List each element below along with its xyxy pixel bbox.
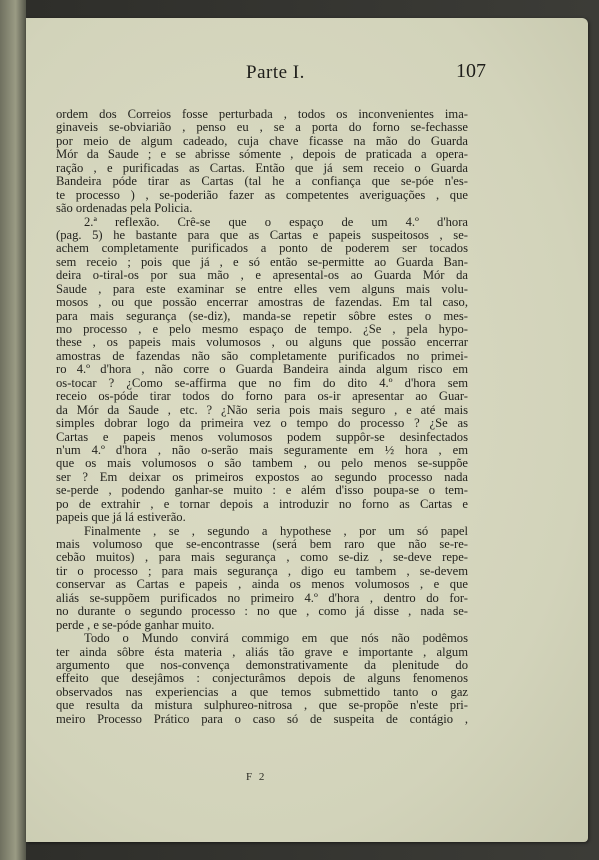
text-line: os-tocar ? ¿Como se-affirma que no fim do dito 4.º d'hora sem	[56, 375, 468, 390]
text-line: mo processo , e pelo mesmo espaço de tempo. ¿Se , pela hypo-	[56, 322, 468, 336]
text-line: Saude , para este examinar se entre elles vem alguns mais volu-	[56, 281, 468, 296]
text-line: ter ainda sôbre ésta materia , aliás tão grave e importante , algum	[56, 644, 468, 659]
text-line: Mór da Saude ; e se abrisse sómente , depois de praticada a opera-	[56, 147, 468, 162]
text-line: amostras de fazendas não são completamente purificados no primei-	[56, 348, 468, 363]
text-line: these , os papeis mais volumosos , ou alguns que possão encerrar	[56, 335, 468, 350]
text-line: n'um 4.º d'hora , não o-serão mais seguramente em ½ hora , em	[56, 442, 468, 457]
text-line: ro 4.º d'hora , não corre o Guarda Bandeira ainda algum risco em	[56, 362, 468, 377]
text-line: po de extrahir , e tornar depois a introduzir no forno as Cartas e	[56, 496, 468, 511]
text-line: argumento que nos-convença demonstrativamente da plenitude do	[56, 657, 468, 672]
text-line: Bandeira póde tirar as Cartas (tal he a confiança que se-póe n'es-	[56, 174, 468, 189]
text-line: que os mais volumosos o são tambem , ou pelo menos se-suppõe	[56, 456, 468, 471]
text-line: deira o-tiral-os por sua mão , e apresental-os ao Guarda Mór da	[56, 268, 468, 283]
text-line: que resulta da mistura sulphureo-nitrosa , que se-propõe n'este pri-	[56, 698, 468, 713]
body-text	[56, 108, 468, 726]
text-line: (pag. 5) he bastante para que as Cartas e papeis suspeitosos , se-	[56, 227, 468, 242]
text-line: meiro Processo Prático para o caso só de suspeita de contágio ,	[56, 711, 468, 726]
text-line: 2.ª reflexão. Crê-se que o espaço de um 4.º d'hora	[84, 214, 468, 229]
text-line: conservar as Cartas e papeis , ainda os menos volumosos , e que	[56, 577, 468, 592]
text-line: para mais segurança (se-diz), manda-se repetir sôbre estes o mes-	[56, 308, 468, 323]
page-number: 107	[456, 60, 486, 82]
text-line: papeis que já lá estiverão.	[56, 510, 186, 525]
signature-mark: F 2	[246, 771, 267, 783]
text-line: receio os-póde tirar todos do forno para os-ir apresentar ao Guar-	[56, 389, 468, 404]
text-line: perde , e se-póde ganhar muito.	[56, 617, 215, 632]
text-line: Finalmente , se , segundo a hypothese , por um só papel	[84, 523, 468, 538]
text-line: mosos , ou que possão encerrar amostras de fazendas. Em tal caso,	[56, 295, 468, 310]
text-line: tir o processo ; para mais segurança , digo eu tambem , se-devem	[56, 563, 468, 578]
text-line: por meio de algum cadeado, cuja chave ficasse na mão do Guarda	[56, 133, 468, 148]
text-line: te processo ) , se-poderião fazer as competentes averiguações , que	[56, 187, 468, 202]
previous-page-edge	[0, 0, 26, 860]
text-line: da Mór da Saude , etc. ? ¿Não seria pois mais seguro , e até mais	[56, 402, 468, 417]
text-line: ser ? Em deixar os primeiros expostos ao segundo processo nada	[56, 469, 468, 484]
text-line: são ordenadas pela Policia.	[56, 201, 193, 216]
text-line: simples dobrar logo da primeira vez o tempo do processo ? ¿Se as	[56, 416, 468, 431]
text-line: Todo o Mundo convirá commigo em que nós não podêmos	[84, 631, 468, 646]
running-title: Parte I.	[246, 62, 305, 83]
text-line: cebão muitos) , para mais segurança , como se-diz , se-deve repe-	[56, 550, 468, 565]
text-line: aliás se-suppõem purificados no primeiro 4.º d'hora , dentro do for-	[56, 590, 468, 605]
text-line: Cartas e papeis menos volumosos podem suppôr-se desinfectados	[56, 429, 468, 444]
text-line: sem receio ; pois que já , e só então se-permitte ao Guarda Ban-	[56, 254, 468, 269]
page-header	[56, 62, 486, 90]
text-line: mais volumoso que se-encontrasse (será bem raro que não se-re-	[56, 537, 468, 551]
text-line: se-perde , podendo ganhar-se muito : e além d'isso poupa-se o tem-	[56, 483, 468, 498]
text-line: no durante o segundo processo : no que , como já disse , nada se-	[56, 604, 468, 619]
text-line: effeito que desejâmos : conjecturâmos depois de alguns fenomenos	[56, 671, 468, 686]
text-line: ginaveis se-obviarião , penso eu , se a porta do forno se-fechasse	[56, 120, 468, 135]
text-line: ração , e purificadas as Cartas. Então que já sem receio o Guarda	[56, 160, 468, 175]
text-line: ordem dos Correios fosse perturbada , todos os inconvenientes ima-	[56, 107, 468, 121]
text-line: observados nas experiencias a que temos submettido tanto o gaz	[56, 684, 468, 699]
text-line: achem completamente purificados a ponto de poderem ser tocados	[56, 241, 468, 256]
